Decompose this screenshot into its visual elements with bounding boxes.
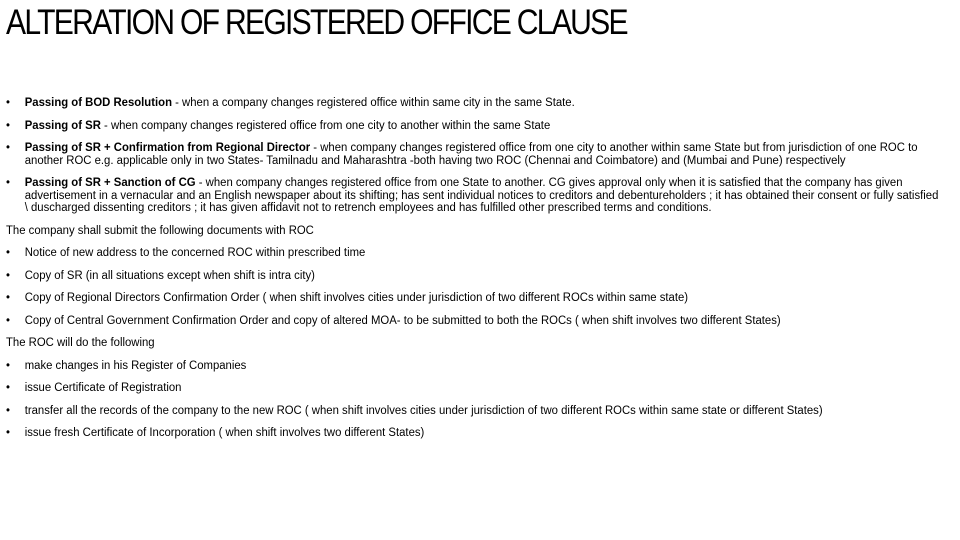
item-text: - when company changes registered office from one city to another within the same State [100,119,551,132]
list-item-bod-resolution [6,97,940,110]
item-text: - when company changes registered office from one city to another within same State but from jurisdiction of one ROC to another ROC e.g. applicable only in two States- Tamilnadu and Maharashtra -both having two ROC (Chennai and Coimbatore) and (Mumbai and Pune) respectively [24,142,918,167]
list-item: • transfer all the records of the company to the new ROC ( when shift involves cities under jurisdiction of two different ROCs within same state or different States) [6,405,940,418]
slide-body [6,97,940,450]
section-heading-documents: The company shall submit the following documents with ROC [6,224,314,237]
list-item: • Copy of Regional Directors Confirmation Order ( when shift involves cities under jurisdiction of two different ROCs within same state) [6,292,940,305]
list-item: • Notice of new address to the concerned ROC within prescribed time [6,247,940,260]
list-item: • issue Certificate of Registration [6,382,940,395]
list-item: • Copy of SR (in all situations except when shift is intra city) [6,270,940,283]
item-text: - when company changes registered office from one State to another. CG gives approval only when it is satisfied that the company has given advertisement in a vernacular and an English newspaper about its shifting; has sent individual notices to creditors and debentureholders ; it has obtained their consent or fully satisfied \ duscharged dissenting creditors ; it has given affidavit not to retrench employees and has fulfilled other prescribed terms and conditions. [24,177,939,214]
list-item-sr-regional-director [6,142,940,167]
list-item: • make changes in his Register of Companies [6,360,940,373]
item-heading: Passing of SR [24,119,101,132]
section-heading-roc-actions: The ROC will do the following [6,337,155,349]
item-heading: Passing of SR + Sanction of CG [24,177,196,189]
item-heading: Passing of BOD Resolution [24,97,172,109]
page-title: ALTERATION OF REGISTERED OFFICE CLAUSE [6,3,627,42]
list-item-sr-cg [6,177,940,215]
list-item-sr [6,120,940,133]
item-heading: Passing of SR + Confirmation from Regional Director [24,142,311,154]
list-item: • issue fresh Certificate of Incorporation ( when shift involves two different States) [6,427,940,440]
list-item: • Copy of Central Government Confirmation Order and copy of altered MOA- to be submitted to both the ROCs ( when shift involves two different States) [6,315,940,328]
item-text: - when a company changes registered office within same city in the same State. [171,97,575,109]
